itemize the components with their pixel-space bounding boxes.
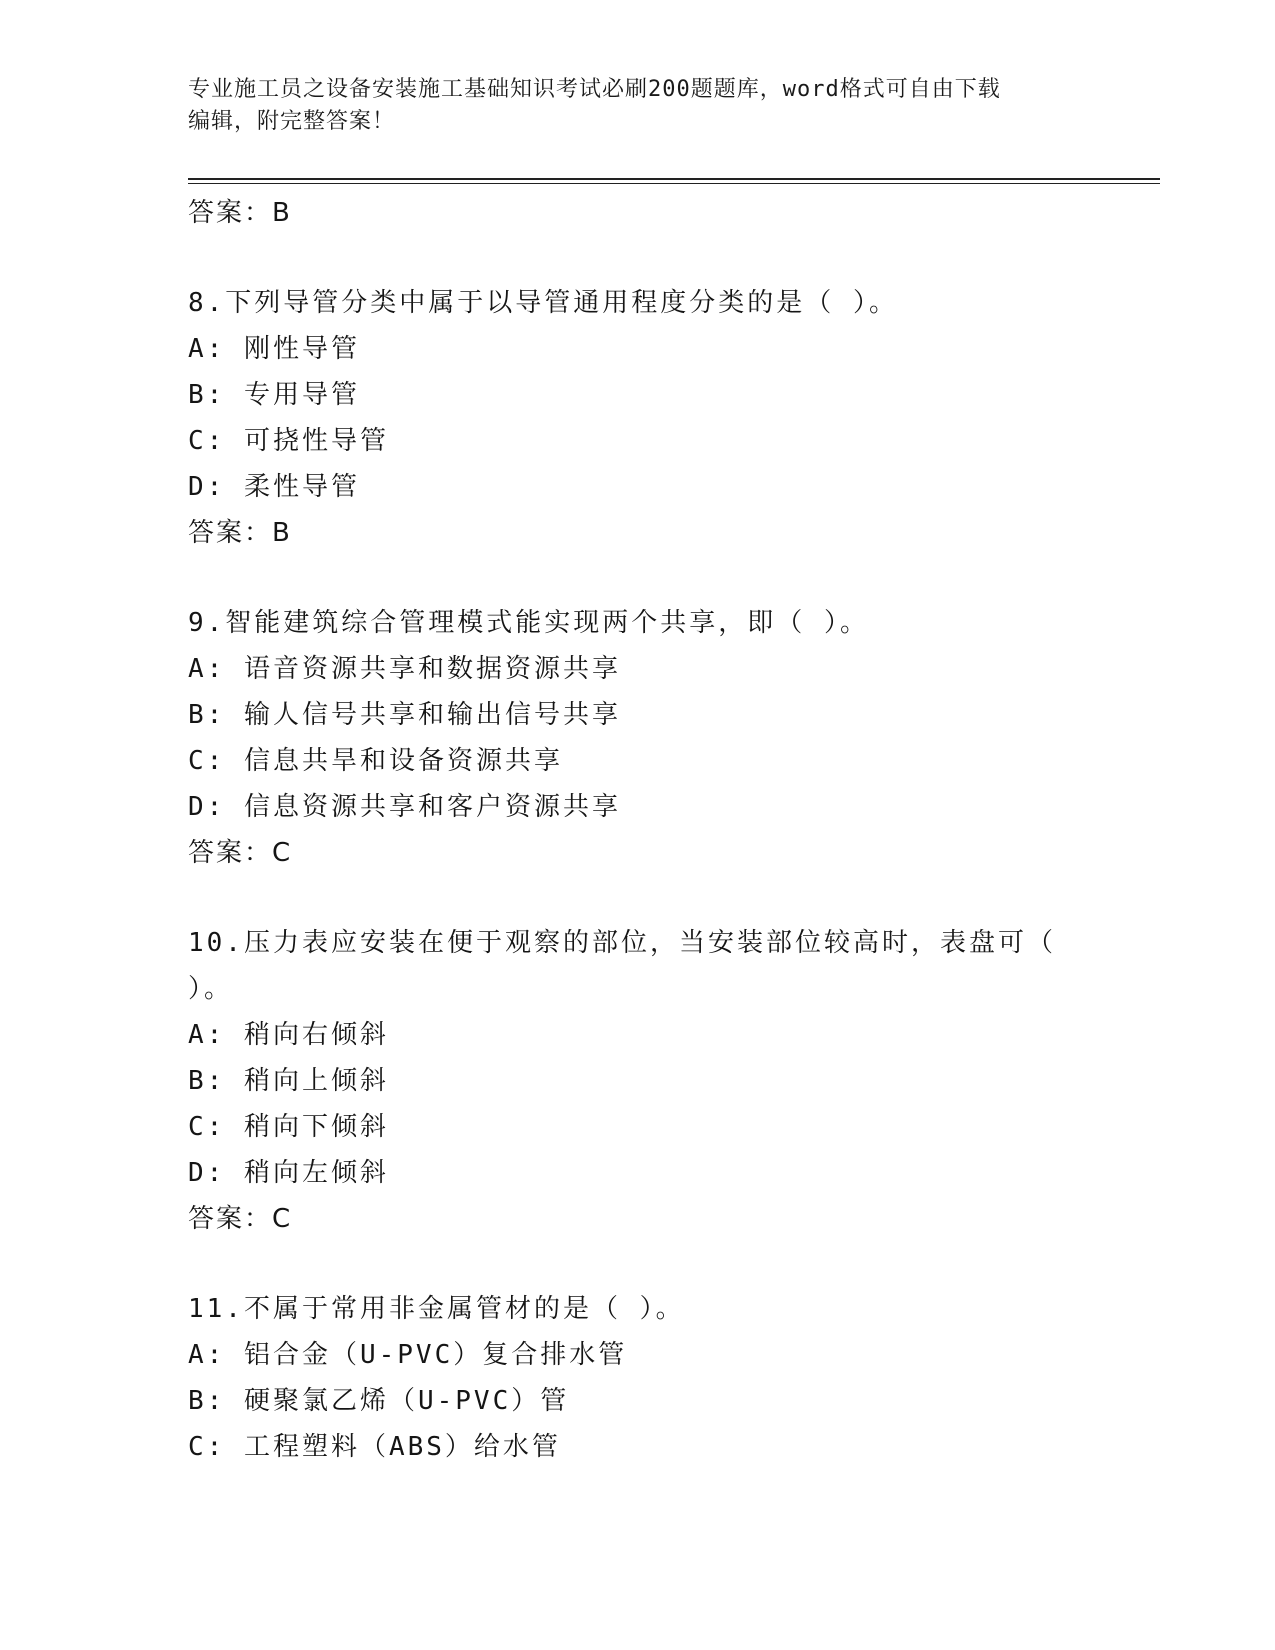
option-d: D: 柔性导管: [188, 472, 360, 502]
spacer: [188, 1242, 1088, 1286]
option-b: B: 硬聚氯乙烯（U-PVC）管: [188, 1386, 570, 1416]
question-list: [188, 190, 1088, 1470]
answer-line: 答案：C: [188, 1204, 293, 1234]
option-a: A: 语音资源共享和数据资源共享: [188, 654, 621, 684]
question-10: [188, 920, 1088, 1242]
option-b: B: 稍向上倾斜: [188, 1066, 389, 1096]
answer-line: 答案：B: [188, 518, 292, 548]
option-d: D: 稍向左倾斜: [188, 1158, 389, 1188]
option-d: D: 信息资源共享和客户资源共享: [188, 792, 621, 822]
option-c: C: 可挠性导管: [188, 426, 389, 456]
spacer: [188, 556, 1088, 600]
spacer: [188, 876, 1088, 920]
header-divider-thin: [188, 183, 1160, 184]
question-8: [188, 280, 1088, 556]
header-divider: [188, 178, 1160, 180]
header-line-2: 编辑，附完整答案！: [188, 109, 396, 134]
option-b: B: 输人信号共享和输出信号共享: [188, 700, 621, 730]
question-stem-line-1: 10.压力表应安装在便于观察的部位，当安装部位较高时，表盘可（: [188, 928, 1056, 958]
spacer: [188, 236, 1088, 280]
previous-answer: 答案：B: [188, 198, 292, 228]
option-b: B: 专用导管: [188, 380, 360, 410]
question-9: [188, 600, 1088, 876]
question-stem: 11.不属于常用非金属管材的是（ ）。: [188, 1294, 685, 1324]
question-stem: 8.下列导管分类中属于以导管通用程度分类的是（ ）。: [188, 288, 898, 318]
question-stem-line-2: ）。: [188, 974, 234, 1004]
option-a: A: 铝合金（U-PVC）复合排水管: [188, 1340, 628, 1370]
document-header: [188, 74, 1088, 138]
header-line-1: 专业施工员之设备安装施工基础知识考试必刷200题题库，word格式可自由下载: [188, 77, 1001, 102]
option-a: A: 稍向右倾斜: [188, 1020, 389, 1050]
question-11: [188, 1286, 1088, 1470]
option-c: C: 工程塑料（ABS）给水管: [188, 1432, 561, 1462]
option-c: C: 稍向下倾斜: [188, 1112, 389, 1142]
answer-line: 答案：C: [188, 838, 293, 868]
question-stem: 9.智能建筑综合管理模式能实现两个共享，即（ ）。: [188, 608, 869, 638]
option-a: A: 刚性导管: [188, 334, 360, 364]
option-c: C: 信息共旱和设备资源共享: [188, 746, 563, 776]
